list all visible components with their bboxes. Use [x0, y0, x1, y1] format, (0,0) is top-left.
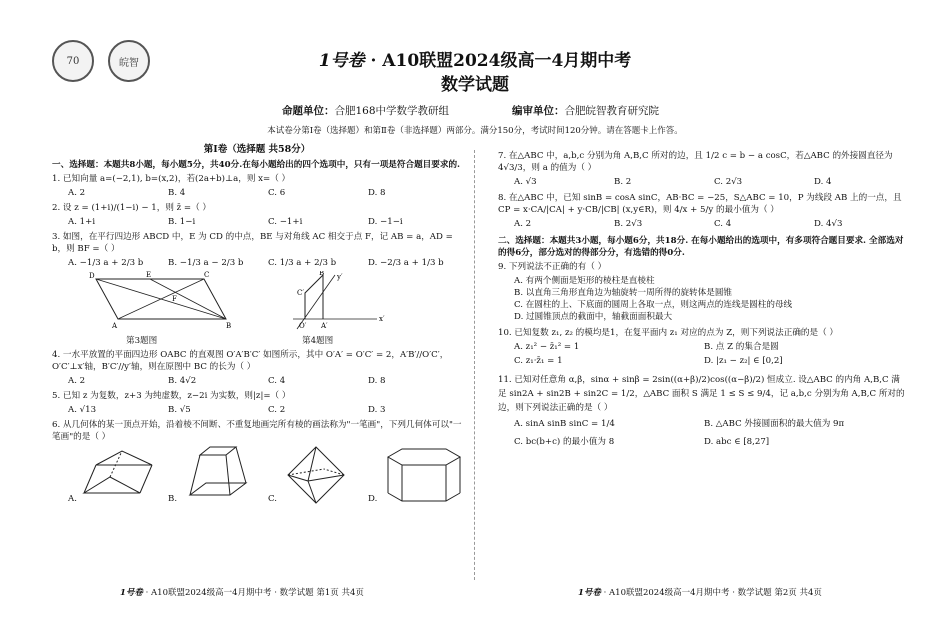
- option: D. 8: [368, 376, 386, 386]
- question-11-options: [498, 418, 908, 448]
- option: D. abc ∈ [8,27]: [704, 437, 770, 447]
- figure-3-caption: 第3题图: [126, 336, 158, 346]
- question-7: 7. 在△ABC 中，a,b,c 分别为角 A,B,C 所对的边，且 1/2 c = b − a cosC，若△ABC 的外接圆直径为 4√3/3，则 a 的值为（ ）: [498, 151, 893, 173]
- prism-figure: [80, 449, 156, 499]
- svg-text:A: A: [112, 322, 118, 329]
- question-2-options: [52, 216, 462, 228]
- exam-title: 1号卷 · A10联盟2024级高一4月期中考: [318, 51, 632, 71]
- option: C. 2: [268, 405, 286, 415]
- option: B. 1−i: [168, 217, 196, 227]
- svg-text:C′: C′: [297, 289, 304, 297]
- question-7-options: [498, 176, 908, 188]
- question-6-figures: [52, 445, 462, 507]
- option: A. 2: [514, 219, 532, 229]
- option: B. 点 Z 的集合是圆: [704, 342, 779, 352]
- exam-instructions: 本试卷分第Ⅰ卷（选择题）和第Ⅱ卷（非选择题）两部分。满分150分，考试时间120分钟。请在答题卡上作答。: [267, 126, 683, 136]
- part-title: 第Ⅰ卷（选择题 共58分）: [203, 144, 311, 155]
- question-1: 1. 已知向量 a=(−2,1), b=(x,2)，若(2a+b)⊥a，则 x=（ ）: [52, 174, 291, 184]
- question-8: 8. 在△ABC 中，已知 sinB = cosA sinC，AB·BC = −25，S△ABC = 10，P 为线段 AB 上的一点，且 CP = x·CA/|CA| + y·CB/|CB| (x,y∈R)，则 4/x + 5/y 的最小值为（ ）: [498, 193, 902, 215]
- svg-text:y′: y′: [337, 273, 343, 281]
- left-column: [52, 144, 462, 507]
- question-4-options: [52, 375, 462, 387]
- question-10: 10. 已知复数 z₁, z₂ 的模均是1，在复平面内 z₁ 对应的点为 Z，则下列说法正确的是（ ）: [498, 328, 839, 338]
- question-4: 4. 一水平放置的平面四边形 OABC 的直观图 O′A′B′C′ 如图所示，其中 O′A′ = O′C′ = 2，A′B′//O′C′，O′C′⊥x′轴，B′C′//y′轴，则在原图中 BC 的长为（ ）: [52, 350, 449, 372]
- section-1-heading: 一、选择题：本题共8小题，每小题5分，共40分.在每小题给出的四个选项中，只有一项是符合题目要求的.: [52, 160, 461, 170]
- parallelogram-figure: [86, 271, 236, 329]
- brand-logo-text: 1号卷: [318, 51, 365, 71]
- subject-title: 数学试题: [441, 75, 509, 95]
- option: B.: [168, 494, 178, 504]
- option: B. △ABC 外接圆面积的最大值为 9π: [704, 419, 845, 429]
- option: A. z₁² − z̄₁² = 1: [514, 342, 580, 352]
- option: D. −2/3 a + 1/3 b: [368, 258, 444, 268]
- svg-text:E: E: [146, 271, 152, 279]
- option: D. 4√3: [814, 219, 843, 229]
- option: B. 以直角三角形直角边为轴旋转一周所得的旋转体是圆锥: [514, 288, 733, 298]
- option: B. −1/3 a − 2/3 b: [168, 258, 244, 268]
- option: A.: [68, 494, 77, 504]
- brand-logo-text: 1号卷: [120, 588, 143, 598]
- option: C. 4: [268, 376, 286, 386]
- right-column: [498, 150, 908, 448]
- option: B. 4√2: [168, 376, 197, 386]
- question-2: 2. 设 z = (1+i)/(1−i) − 1，则 z̄ =（ ）: [52, 203, 212, 213]
- question-9: 9. 下列说法不正确的有（ ）: [498, 262, 607, 272]
- option: A. sinA sinB sinC = 1/4: [514, 419, 615, 429]
- question-1-options: [52, 187, 462, 199]
- figure-4-caption: 第4题图: [302, 336, 334, 346]
- school-seal-logo: 70: [52, 40, 94, 82]
- frustum-figure: [180, 445, 256, 503]
- option: D. 8: [368, 188, 386, 198]
- option: D. −1−i: [368, 217, 403, 227]
- option: A. √3: [514, 177, 537, 187]
- page-divider: [474, 150, 475, 580]
- option: B. 2: [614, 177, 632, 187]
- svg-text:B: B: [226, 322, 232, 329]
- option: A. −1/3 a + 2/3 b: [68, 258, 144, 268]
- education-seal-logo: 皖智: [108, 40, 150, 82]
- footer-right: 1号卷 · A10联盟2024级高一4月期中考 · 数学试题 第2页 共4页: [578, 588, 822, 598]
- svg-text:F: F: [172, 295, 177, 303]
- option: C. z₁·z̄₁ = 1: [514, 356, 563, 366]
- question-11: 11. 已知对任意角 α,β，sinα + sinβ = 2sin((α+β)/2)cos((α−β)/2) 恒成立. 设△ABC 的内角 A,B,C 满足 sin2A + sin2B + sin2C = 1/2，△ABC 面积 S 满足 1 ≤ S ≤ 9/4，记 a,b,c 分别为角 A,B,C 所对的边，则下列说法正确的是（ ）: [498, 375, 905, 413]
- option: B. √5: [168, 405, 191, 415]
- option: D.: [368, 494, 378, 504]
- option: B. 2√3: [614, 219, 643, 229]
- question-6: 6. 从几何体的某一顶点开始，沿着棱不间断、不重复地画完所有棱的画法称为"一笔画"，下列几何体可以"一笔画"的是（ ）: [52, 420, 462, 442]
- option: C. bc(b+c) 的最小值为 8: [514, 437, 615, 447]
- svg-text:x′: x′: [379, 315, 385, 323]
- option: C. 2√3: [714, 177, 743, 187]
- question-3-options: [52, 257, 462, 269]
- octahedron-figure: [284, 445, 348, 505]
- question-5: 5. 已知 z 为复数，z+3 为纯虚数，z−2i 为实数，则|z|=（ ）: [52, 391, 291, 401]
- option: A. 2: [68, 188, 86, 198]
- option: A. 有两个侧面是矩形的棱柱是直棱柱: [514, 276, 655, 286]
- option: A. √13: [68, 405, 97, 415]
- question-10-options: [498, 341, 908, 367]
- option: D. |z₁ − z₂| ∈ [0,2]: [704, 356, 783, 366]
- option: C. 1/3 a + 2/3 b: [268, 258, 337, 268]
- option: A. 2: [68, 376, 86, 386]
- section-2-heading: 二、选择题：本题共3小题，每小题6分，共18分. 在每小题给出的选项中，有多项符合题目要求. 全部选对的得6分，部分选对的得部分分，有选错的得0分.: [498, 236, 904, 258]
- question-5-options: [52, 404, 462, 416]
- option: D. 过圆锥顶点的截面中，轴截面面积最大: [514, 312, 673, 322]
- footer-left: 1号卷 · A10联盟2024级高一4月期中考 · 数学试题 第1页 共4页: [120, 588, 364, 598]
- reviewer-line: 编审单位：合肥皖智教育研究院: [512, 105, 659, 117]
- option: A. 1+i: [68, 217, 96, 227]
- option: C. −1+i: [268, 217, 303, 227]
- option: C.: [268, 494, 278, 504]
- svg-text:O′: O′: [299, 322, 307, 330]
- svg-text:C: C: [204, 271, 210, 279]
- svg-text:A′: A′: [321, 322, 328, 330]
- question-8-options: [498, 218, 908, 230]
- oblique-view-figure: [277, 271, 387, 333]
- brand-logo-text: 1号卷: [578, 588, 601, 598]
- hexagonal-prism-figure: [382, 447, 466, 505]
- option: C. 6: [268, 188, 286, 198]
- option: C. 在圆柱的上、下底面的圆周上各取一点，则这两点的连线是圆柱的母线: [514, 300, 793, 310]
- svg-text:B′: B′: [319, 271, 326, 277]
- option: D. 4: [814, 177, 832, 187]
- figures-row: [52, 271, 462, 335]
- svg-text:D: D: [89, 272, 95, 280]
- setter-line: 命题单位：合肥168中学数学教研组: [282, 105, 450, 117]
- option: C. 4: [714, 219, 732, 229]
- question-9-options: [498, 275, 908, 323]
- option: B. 4: [168, 188, 186, 198]
- option: D. 3: [368, 405, 386, 415]
- question-3: 3. 如图，在平行四边形 ABCD 中，E 为 CD 的中点，BE 与对角线 AC 相交于点 F，记 AB = a，AD = b，则 BF =（ ）: [52, 232, 453, 254]
